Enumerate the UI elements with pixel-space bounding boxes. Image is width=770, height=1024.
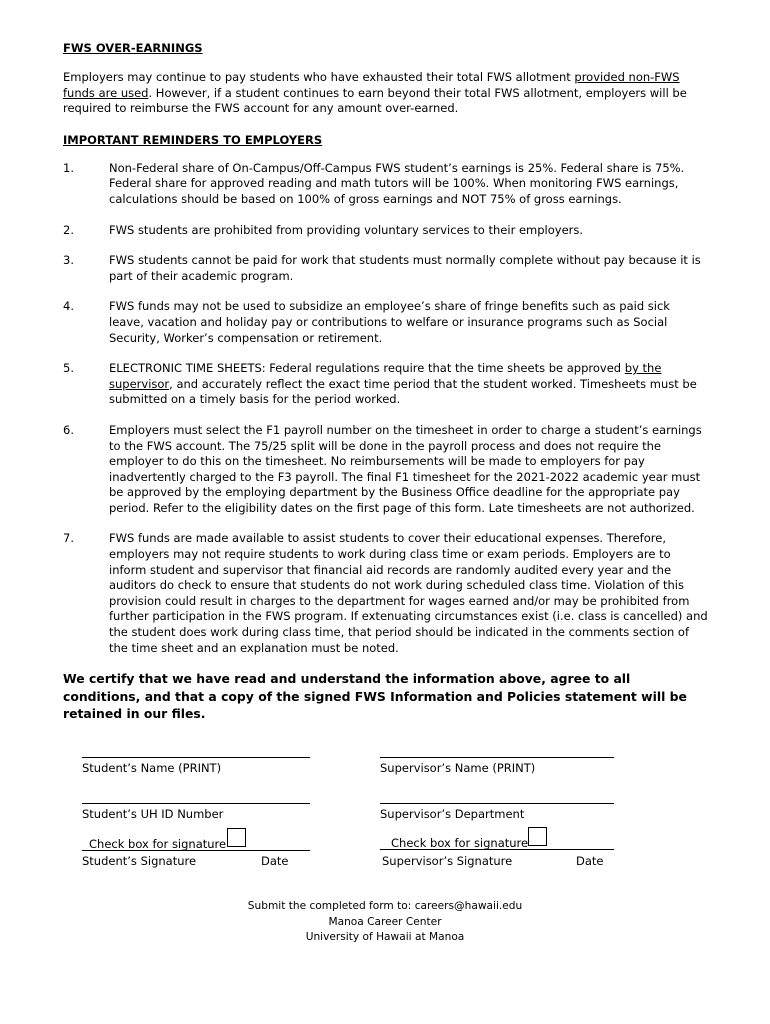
reminder-item-6 <box>63 423 708 517</box>
reminders-list <box>63 161 708 656</box>
student-signature-label: Student’s Signature <box>82 854 197 868</box>
supervisor-signature-checkbox[interactable] <box>528 827 547 846</box>
reminder-text: Employers must select the F1 payroll number on the timesheet in order to charge a student’s earnings to the FWS account. The 75/25 split will be done in the payroll process and does not require the employer to do this on the timesheet. No reimbursements will be made to employers for pay inadvertently charged to the F3 payroll. The final F1 timesheet for the 2021-2022 academic year must be approved by the employing department by the Business Office deadline for the appropriate pay period. Refer to the eligibility dates on the first page of this form. Late timesheets are not authorized. <box>109 422 702 515</box>
student-date-label: Date <box>261 854 289 868</box>
reminder-number: 5. <box>63 361 74 376</box>
reminder-5-underlined-text: by the supervisor <box>109 361 662 391</box>
supervisor-check-box-label: Check box for signature <box>391 836 529 850</box>
student-signature-checkbox[interactable] <box>227 828 246 847</box>
reminder-item-7 <box>63 531 708 656</box>
overearnings-heading: FWS OVER-EARNINGS <box>63 41 203 55</box>
reminders-heading: IMPORTANT REMINDERS TO EMPLOYERS <box>63 132 323 147</box>
footer-center-name: Manoa Career Center <box>328 915 442 928</box>
reminder-text: FWS funds are made available to assist students to cover their educational expenses. Therefore, employers may not require students to work during class time or exam periods. Employers are to inform student and supervisor that financial aid records are randomly audited every year and the auditors do check to ensure that students do not work during scheduled class time. Violation of this provision could result in charges to the department for wages earned and/or may be prohibited from further participation in the FWS program. If extenuating circumstances exist (i.e. class is cancelled) and the student does work during class time, that period should be indicated in the comments section of the time sheet and an explanation must be noted. <box>109 531 708 655</box>
submission-footer <box>0 899 770 946</box>
reminder-item-3 <box>63 253 708 284</box>
reminder-number: 6. <box>63 422 74 437</box>
student-name-line[interactable] <box>82 757 310 758</box>
supervisor-name-label: Supervisor’s Name (PRINT) <box>380 761 536 775</box>
reminder-item-4 <box>63 299 708 346</box>
reminder-text: FWS students cannot be paid for work that students must normally complete without pay because it is part of their academic program. <box>109 253 701 283</box>
supervisor-name-line[interactable] <box>380 757 614 758</box>
supervisor-signature-line <box>380 849 614 850</box>
supervisor-signature-label: Supervisor’s Signature <box>382 854 513 868</box>
footer-submit-line: Submit the completed form to: careers@hawaii.edu <box>247 900 523 912</box>
reminder-item-5 <box>63 361 708 408</box>
reminder-text: Non-Federal share of On-Campus/Off-Campus FWS student’s earnings is 25%. Federal share is 75%. Federal share for approved reading and math tutors will be 100%. When monitoring FWS earnings, calculations should be based on 100% of gross earnings and NOT 75% of gross earnings. <box>109 160 685 206</box>
reminder-text: FWS students are prohibited from providing voluntary services to their employers. <box>109 222 584 237</box>
overearnings-paragraph <box>63 70 708 117</box>
reminder-number: 3. <box>63 253 74 268</box>
footer-university-name: University of Hawaii at Manoa <box>305 931 465 943</box>
supervisor-date-label: Date <box>576 854 604 868</box>
reminder-number: 2. <box>63 222 74 237</box>
reminder-text <box>109 361 708 408</box>
certification-statement: We certify that we have read and understand the information above, agree to all conditions, and that a copy of the signed FWS Information and Policies statement will be retained in our files. <box>63 671 687 722</box>
reminder-text: FWS funds may not be used to subsidize an employee’s share of fringe benefits such as paid sick leave, vacation and holiday pay or contributions to welfare or insurance programs such as Social Security, Worker’s compensation or retirement. <box>109 299 670 345</box>
student-id-line[interactable] <box>82 803 310 804</box>
document-body <box>63 40 708 723</box>
overearnings-text-a: Employers may continue to pay students who have exhausted their total FWS allotment <box>63 70 575 84</box>
overearnings-text-b: . However, if a student continues to earn beyond their total FWS allotment, employers will be required to reimburse the FWS account for any amount over-earned. <box>63 85 687 116</box>
reminder-5-text-a: ELECTRONIC TIME SHEETS: Federal regulations require that the time sheets be approved <box>109 361 625 376</box>
supervisor-department-line[interactable] <box>380 803 614 804</box>
student-id-label: Student’s UH ID Number <box>82 807 224 821</box>
reminder-number: 4. <box>63 299 74 314</box>
reminder-item-2 <box>63 223 708 239</box>
supervisor-department-label: Supervisor’s Department <box>380 807 525 821</box>
student-signature-line <box>82 850 310 851</box>
reminder-5-text-b: , and accurately reflect the exact time period that the student worked. Timesheets must be submitted on a timely basis for the period worked. <box>109 376 697 407</box>
reminder-number: 7. <box>63 531 74 546</box>
student-name-label: Student’s Name (PRINT) <box>82 761 222 775</box>
reminder-number: 1. <box>63 160 74 175</box>
student-check-box-label: Check box for signature <box>89 837 227 851</box>
reminder-item-1 <box>63 161 708 208</box>
overearnings-underlined-text: provided non-FWS funds are used <box>63 70 680 100</box>
